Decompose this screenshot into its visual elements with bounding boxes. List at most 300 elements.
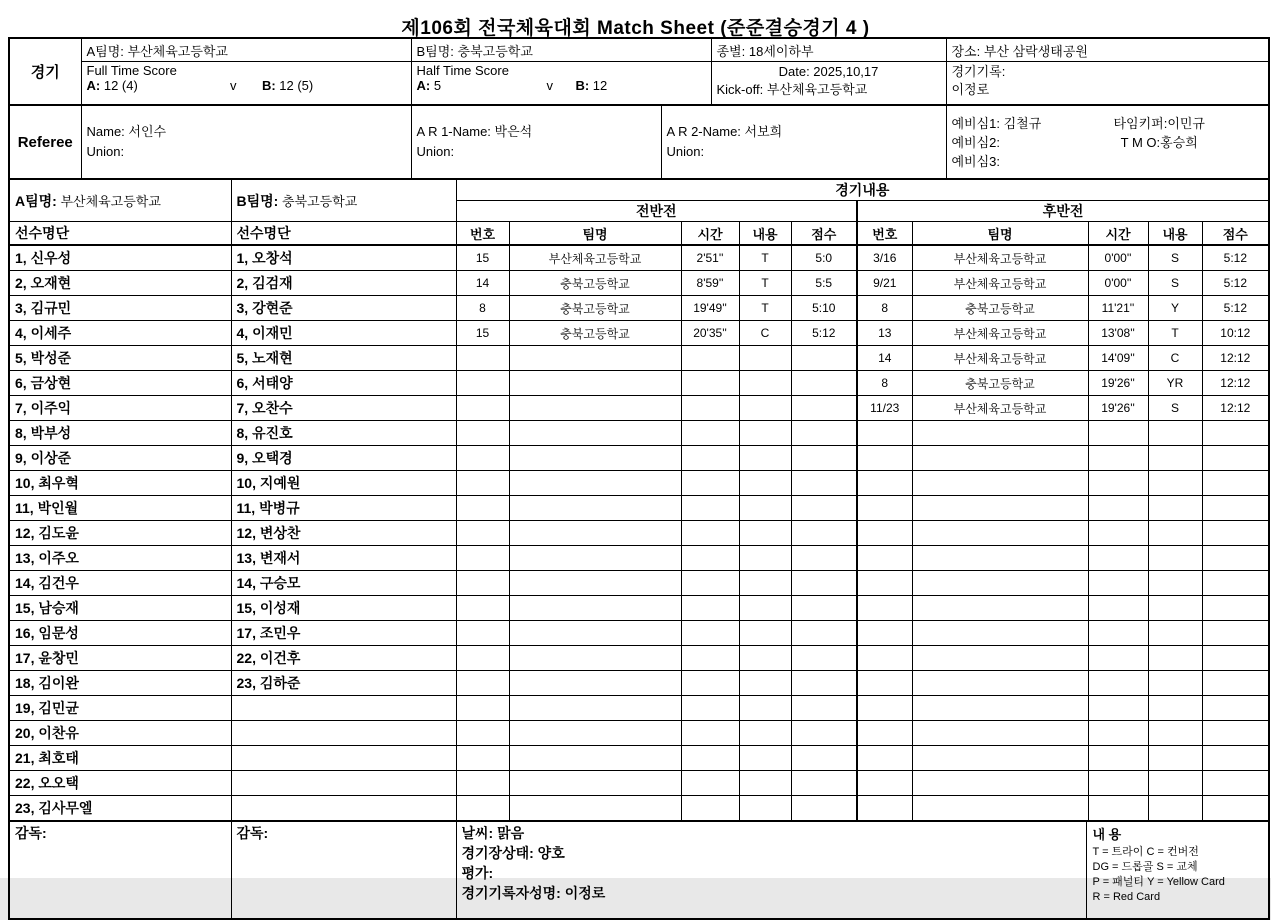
team-a-name-cell — [81, 38, 411, 62]
second-half-event-cell: 12:12 — [1202, 371, 1269, 396]
record-value: 이정로 — [951, 82, 990, 97]
second-half-event-cell — [1148, 721, 1202, 746]
first-half-event-cell — [739, 446, 791, 471]
second-half-event-cell — [912, 771, 1088, 796]
first-half-event-cell — [456, 671, 509, 696]
second-half-event-cell — [1148, 646, 1202, 671]
team-b-player: 17, 조민우 — [231, 621, 456, 646]
first-half-event-cell — [456, 421, 509, 446]
first-half-event-cell: 2'51'' — [681, 245, 739, 271]
first-half-event-cell — [739, 746, 791, 771]
second-half-event-cell — [1202, 421, 1269, 446]
match-row — [9, 321, 1269, 346]
second-half-event-cell — [1202, 771, 1269, 796]
match-row — [9, 421, 1269, 446]
second-half-event-cell — [857, 771, 912, 796]
tmo: T M O:홍승희 — [1120, 134, 1198, 150]
legend-line: T = 트라이 C = 컨버전 — [1092, 846, 1199, 858]
second-half-event-cell — [1148, 746, 1202, 771]
team-b-player: 14, 구승모 — [231, 571, 456, 596]
second-half-event-cell — [912, 421, 1088, 446]
second-half-event-cell: S — [1148, 396, 1202, 421]
team-a-player: 6, 금상현 — [9, 371, 231, 396]
roster-a-list-header: 선수명단 — [9, 222, 231, 246]
first-half-event-cell: 8'59'' — [681, 271, 739, 296]
second-half-event-cell — [912, 721, 1088, 746]
second-half-event-cell — [1088, 496, 1148, 521]
first-half-event-cell — [681, 446, 739, 471]
second-half-event-cell — [1202, 571, 1269, 596]
legend-line: P = 패널티 Y = Yellow Card — [1092, 876, 1225, 888]
first-half-event-cell — [739, 796, 791, 822]
field-condition: 경기장상태: 양호 — [461, 845, 565, 861]
first-half-event-cell — [681, 621, 739, 646]
full-time-label: Full Time Score — [86, 63, 177, 78]
first-half-event-cell: 5:0 — [791, 245, 857, 271]
second-half-event-cell: 0'00'' — [1088, 271, 1148, 296]
first-half-event-cell — [456, 571, 509, 596]
class-value: 18세이하부 — [748, 43, 814, 59]
second-half-event-cell — [857, 621, 912, 646]
first-half-event-cell: T — [739, 245, 791, 271]
first-half-event-cell: 5:12 — [791, 321, 857, 346]
second-half-event-cell: 13'08'' — [1088, 321, 1148, 346]
second-half-event-cell — [1088, 521, 1148, 546]
first-half-event-cell — [456, 796, 509, 822]
team-a-player: 4, 이세주 — [9, 321, 231, 346]
first-half-event-cell — [791, 571, 857, 596]
second-half-event-cell — [1202, 496, 1269, 521]
team-b-player: 7, 오찬수 — [231, 396, 456, 421]
first-half-event-cell — [509, 446, 681, 471]
first-half-event-cell: T — [739, 296, 791, 321]
team-a-player: 22, 오오택 — [9, 771, 231, 796]
first-half-event-cell — [681, 421, 739, 446]
second-half-event-cell — [1148, 796, 1202, 822]
ar1-cell — [411, 105, 661, 179]
second-half-event-cell: 14 — [857, 346, 912, 371]
first-half-event-cell — [509, 396, 681, 421]
first-half-event-cell — [739, 546, 791, 571]
first-half-event-cell — [681, 521, 739, 546]
second-half-event-cell — [857, 696, 912, 721]
legend-line: DG = 드롭골 S = 교체 — [1092, 861, 1198, 873]
first-half-event-cell — [509, 496, 681, 521]
first-half-event-cell — [509, 621, 681, 646]
half-time-a-label: A: — [416, 78, 431, 93]
match-row — [9, 396, 1269, 421]
first-half-event-cell — [791, 396, 857, 421]
first-half-event-cell — [681, 746, 739, 771]
match-row — [9, 571, 1269, 596]
team-a-player: 3, 김규민 — [9, 296, 231, 321]
match-row — [9, 771, 1269, 796]
second-half-event-cell — [857, 446, 912, 471]
second-half-event-cell — [1148, 671, 1202, 696]
match-date: Date: 2025,10,17 — [778, 64, 879, 79]
second-half-event-cell — [1202, 446, 1269, 471]
first-half-event-cell — [509, 346, 681, 371]
second-half-event-cell — [1088, 796, 1148, 822]
first-half-event-cell — [509, 546, 681, 571]
second-half-header: 후반전 — [857, 201, 1269, 222]
first-half-event-cell — [681, 546, 739, 571]
team-a-label: A팀명: — [86, 43, 124, 59]
first-half-event-cell — [791, 471, 857, 496]
second-half-event-cell — [1202, 671, 1269, 696]
first-half-event-cell — [791, 546, 857, 571]
first-half-event-cell — [739, 496, 791, 521]
second-half-event-cell — [1148, 421, 1202, 446]
match-row — [9, 271, 1269, 296]
second-half-event-cell — [1088, 771, 1148, 796]
second-half-event-cell — [1202, 521, 1269, 546]
second-half-event-cell — [857, 546, 912, 571]
first-half-event-cell: 15 — [456, 245, 509, 271]
match-row — [9, 621, 1269, 646]
second-half-event-cell: 9/21 — [857, 271, 912, 296]
first-half-event-cell — [739, 721, 791, 746]
first-half-event-cell — [791, 696, 857, 721]
full-time-b-value: 12 (5) — [279, 78, 314, 93]
record-cell — [946, 62, 1269, 106]
second-half-event-cell — [857, 571, 912, 596]
team-b-player: 1, 오창석 — [231, 245, 456, 271]
sh-col-score: 점수 — [1202, 222, 1269, 246]
first-half-event-cell: C — [739, 321, 791, 346]
match-row — [9, 521, 1269, 546]
first-half-event-cell — [456, 721, 509, 746]
first-half-event-cell — [456, 446, 509, 471]
second-half-event-cell: 5:12 — [1202, 245, 1269, 271]
first-half-event-cell — [456, 371, 509, 396]
match-row — [9, 346, 1269, 371]
first-half-event-cell: 20'35'' — [681, 321, 739, 346]
second-half-event-cell — [1088, 421, 1148, 446]
first-half-event-cell — [791, 596, 857, 621]
roster-team-a-header — [9, 179, 231, 222]
second-half-event-cell — [1088, 571, 1148, 596]
second-half-event-cell — [1088, 721, 1148, 746]
first-half-event-cell — [509, 521, 681, 546]
first-half-event-cell — [739, 421, 791, 446]
first-half-event-cell — [739, 621, 791, 646]
second-half-event-cell — [1148, 771, 1202, 796]
second-half-event-cell — [1148, 446, 1202, 471]
roster-team-a-name: 부산체육고등학교 — [60, 193, 161, 209]
first-half-event-cell — [739, 521, 791, 546]
first-half-event-cell — [791, 746, 857, 771]
match-row — [9, 646, 1269, 671]
first-half-event-cell — [509, 721, 681, 746]
fh-col-time: 시간 — [681, 222, 739, 246]
date-kickoff-cell — [711, 62, 946, 106]
second-half-event-cell: Y — [1148, 296, 1202, 321]
first-half-event-cell: T — [739, 271, 791, 296]
first-half-event-cell — [681, 596, 739, 621]
match-label: 경기 — [9, 38, 81, 105]
second-half-event-cell — [912, 621, 1088, 646]
match-row — [9, 245, 1269, 271]
reserve-officials-cell — [946, 105, 1269, 179]
first-half-event-cell — [791, 421, 857, 446]
venue-cell — [946, 38, 1269, 62]
coach-b-cell: 감독: — [231, 821, 456, 919]
roster-team-b-name: 충북고등학교 — [281, 193, 358, 209]
team-b-player — [231, 696, 456, 721]
second-half-event-cell — [912, 446, 1088, 471]
second-half-event-cell: 14'09'' — [1088, 346, 1148, 371]
second-half-event-cell: 부산체육고등학교 — [912, 321, 1088, 346]
roster-team-a-label: A팀명: — [15, 192, 57, 209]
first-half-event-cell: 15 — [456, 321, 509, 346]
team-a-player: 1, 신우성 — [9, 245, 231, 271]
second-half-event-cell — [1088, 646, 1148, 671]
second-half-event-cell — [857, 596, 912, 621]
venue-value: 부산 삼락생태공원 — [983, 43, 1088, 59]
first-half-event-cell — [509, 771, 681, 796]
first-half-event-cell — [456, 621, 509, 646]
second-half-event-cell — [857, 796, 912, 822]
second-half-event-cell — [1148, 696, 1202, 721]
half-time-score-cell — [411, 62, 711, 106]
first-half-event-cell — [456, 346, 509, 371]
first-half-event-cell — [791, 621, 857, 646]
half-time-a-value: 5 — [433, 78, 442, 93]
ar1-union: Union: — [416, 144, 455, 159]
team-a-player: 17, 윤창민 — [9, 646, 231, 671]
first-half-event-cell — [739, 371, 791, 396]
team-a-player: 12, 김도윤 — [9, 521, 231, 546]
second-half-event-cell — [857, 721, 912, 746]
second-half-event-cell — [1202, 621, 1269, 646]
match-row — [9, 696, 1269, 721]
first-half-event-cell — [509, 471, 681, 496]
first-half-event-cell — [681, 396, 739, 421]
second-half-event-cell — [1148, 571, 1202, 596]
first-half-event-cell — [681, 696, 739, 721]
first-half-event-cell — [509, 596, 681, 621]
full-time-a-value: 12 (4) — [103, 78, 138, 93]
referee-name-cell — [81, 105, 411, 179]
first-half-event-cell — [509, 646, 681, 671]
first-half-event-cell — [791, 646, 857, 671]
first-half-event-cell — [681, 496, 739, 521]
first-half-event-cell — [456, 746, 509, 771]
match-row — [9, 371, 1269, 396]
team-a-player: 10, 최우혁 — [9, 471, 231, 496]
second-half-event-cell — [857, 646, 912, 671]
roster-b-list-header: 선수명단 — [231, 222, 456, 246]
first-half-event-cell — [456, 521, 509, 546]
roster-team-b-label: B팀명: — [236, 192, 279, 209]
kickoff: Kick-off: 부산체육고등학교 — [716, 82, 868, 97]
second-half-event-cell — [1148, 496, 1202, 521]
second-half-event-cell — [1202, 596, 1269, 621]
second-half-event-cell: 8 — [857, 296, 912, 321]
team-b-player: 22, 이건후 — [231, 646, 456, 671]
match-row — [9, 746, 1269, 771]
reserve2: 예비심2: — [951, 134, 1001, 150]
first-half-event-cell — [791, 771, 857, 796]
second-half-event-cell — [1088, 546, 1148, 571]
weather: 날씨: 맑음 — [461, 825, 525, 841]
first-half-event-cell — [509, 371, 681, 396]
first-half-event-cell — [681, 571, 739, 596]
second-half-event-cell: T — [1148, 321, 1202, 346]
half-time-vs: v — [546, 78, 554, 93]
team-a-player: 8, 박부성 — [9, 421, 231, 446]
second-half-event-cell: 12:12 — [1202, 346, 1269, 371]
team-a-player: 14, 김건우 — [9, 571, 231, 596]
team-a-player: 5, 박성준 — [9, 346, 231, 371]
match-row — [9, 471, 1269, 496]
first-half-event-cell — [456, 696, 509, 721]
first-half-event-cell: 충북고등학교 — [509, 321, 681, 346]
second-half-event-cell — [1202, 696, 1269, 721]
second-half-event-cell: 11/23 — [857, 396, 912, 421]
first-half-event-cell — [739, 396, 791, 421]
first-half-event-cell — [509, 421, 681, 446]
first-half-event-cell — [456, 596, 509, 621]
half-time-b-label: B: — [575, 78, 590, 93]
second-half-event-cell: 부산체육고등학교 — [912, 396, 1088, 421]
second-half-event-cell — [1088, 446, 1148, 471]
first-half-event-cell: 5:5 — [791, 271, 857, 296]
second-half-event-cell — [1088, 671, 1148, 696]
first-half-event-cell — [739, 771, 791, 796]
reserve1: 예비심1: 김철규 — [951, 115, 1042, 131]
reserve3: 예비심3: — [951, 153, 1001, 169]
match-row — [9, 671, 1269, 696]
first-half-event-cell — [791, 346, 857, 371]
second-half-event-cell — [912, 671, 1088, 696]
first-half-event-cell — [681, 346, 739, 371]
fh-col-number: 번호 — [456, 222, 509, 246]
second-half-event-cell — [1202, 721, 1269, 746]
first-half-event-cell — [739, 571, 791, 596]
second-half-event-cell: 11'21'' — [1088, 296, 1148, 321]
second-half-event-cell — [1202, 546, 1269, 571]
match-row — [9, 546, 1269, 571]
second-half-event-cell — [912, 546, 1088, 571]
second-half-event-cell: 5:12 — [1202, 271, 1269, 296]
half-time-label: Half Time Score — [416, 63, 509, 78]
first-half-event-cell — [681, 796, 739, 822]
team-a-player: 19, 김민균 — [9, 696, 231, 721]
team-b-player: 2, 김검재 — [231, 271, 456, 296]
first-half-header: 전반전 — [456, 201, 857, 222]
coach-a-cell: 감독: — [9, 821, 231, 919]
footer-table — [8, 820, 1270, 920]
fh-col-type: 내용 — [739, 222, 791, 246]
full-time-a-label: A: — [86, 78, 101, 93]
first-half-event-cell: 8 — [456, 296, 509, 321]
first-half-event-cell — [681, 471, 739, 496]
first-half-event-cell — [791, 496, 857, 521]
second-half-event-cell — [912, 496, 1088, 521]
match-content-table — [8, 178, 1270, 822]
second-half-event-cell: 19'26'' — [1088, 371, 1148, 396]
first-half-event-cell — [509, 671, 681, 696]
second-half-event-cell: 12:12 — [1202, 396, 1269, 421]
first-half-event-cell — [739, 596, 791, 621]
second-half-event-cell — [1088, 621, 1148, 646]
second-half-event-cell — [912, 521, 1088, 546]
first-half-event-cell — [739, 471, 791, 496]
first-half-event-cell — [791, 371, 857, 396]
team-b-player: 10, 지예원 — [231, 471, 456, 496]
match-row — [9, 496, 1269, 521]
sh-col-type: 내용 — [1148, 222, 1202, 246]
sh-col-time: 시간 — [1088, 222, 1148, 246]
team-b-player: 8, 유진호 — [231, 421, 456, 446]
second-half-event-cell — [857, 471, 912, 496]
class-cell — [711, 38, 946, 62]
team-a-player: 9, 이상준 — [9, 446, 231, 471]
roster-team-b-header — [231, 179, 456, 222]
second-half-event-cell: 13 — [857, 321, 912, 346]
ar2-name: A R 2-Name: 서보희 — [666, 124, 783, 139]
second-half-event-cell: 부산체육고등학교 — [912, 245, 1088, 271]
second-half-event-cell — [1088, 471, 1148, 496]
full-time-score-cell — [81, 62, 411, 106]
team-b-player: 6, 서태양 — [231, 371, 456, 396]
first-half-event-cell — [739, 646, 791, 671]
record-label: 경기기록: — [951, 64, 1006, 79]
recorder-signature: 경기기록자성명: 이정로 — [461, 885, 606, 901]
second-half-event-cell — [857, 746, 912, 771]
half-time-b-value: 12 — [592, 78, 608, 93]
team-b-player: 23, 김하준 — [231, 671, 456, 696]
referee-table — [8, 104, 1270, 180]
match-content-header: 경기내용 — [456, 179, 1269, 201]
second-half-event-cell — [1148, 471, 1202, 496]
match-row — [9, 446, 1269, 471]
second-half-event-cell: S — [1148, 245, 1202, 271]
team-a-player: 13, 이주오 — [9, 546, 231, 571]
team-b-name: 충북고등학교 — [457, 43, 533, 59]
team-b-player — [231, 771, 456, 796]
evaluation: 평가: — [461, 865, 494, 881]
ar2-cell — [661, 105, 946, 179]
second-half-event-cell: 부산체육고등학교 — [912, 271, 1088, 296]
full-time-b-label: B: — [261, 78, 276, 93]
team-a-player: 2, 오재현 — [9, 271, 231, 296]
second-half-event-cell — [1088, 746, 1148, 771]
first-half-event-cell — [739, 671, 791, 696]
second-half-event-cell — [857, 521, 912, 546]
team-b-player: 3, 강현준 — [231, 296, 456, 321]
second-half-event-cell: 19'26'' — [1088, 396, 1148, 421]
second-half-event-cell — [857, 496, 912, 521]
first-half-event-cell — [791, 671, 857, 696]
second-half-event-cell — [1148, 621, 1202, 646]
first-half-event-cell — [791, 721, 857, 746]
first-half-event-cell — [509, 746, 681, 771]
first-half-event-cell — [739, 346, 791, 371]
second-half-event-cell: 0'00'' — [1088, 245, 1148, 271]
second-half-event-cell — [912, 596, 1088, 621]
first-half-event-cell — [509, 571, 681, 596]
referee-name: Name: 서인수 — [86, 124, 167, 139]
legend-cell — [1086, 821, 1269, 919]
team-a-player: 18, 김이완 — [9, 671, 231, 696]
second-half-event-cell — [912, 646, 1088, 671]
team-a-player: 23, 김사무엘 — [9, 796, 231, 822]
team-b-player — [231, 746, 456, 771]
team-b-player: 12, 변상찬 — [231, 521, 456, 546]
